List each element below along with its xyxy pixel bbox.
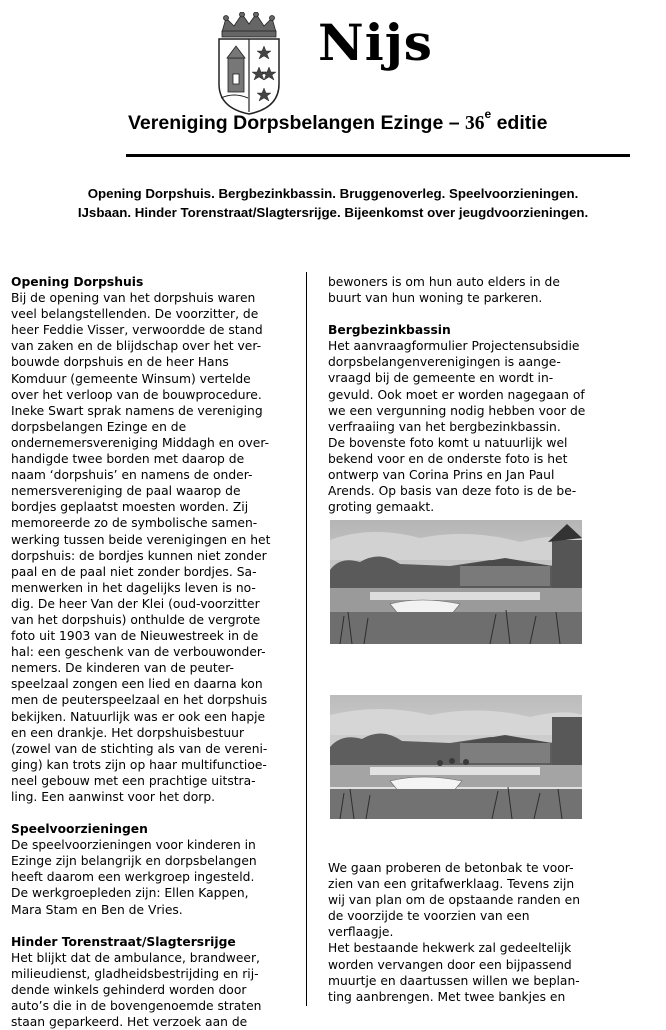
newsletter-logo: Nijs [318,13,433,72]
article-body-hinder: Het blijkt dat de ambulance, brandweer, milieudienst, gladheidsbestrijding en rij- dende winkels gehinderd worden door auto’s die in de bovengenoemde straten staan geparkeerd. Het verzoek aan de [11,950,262,1030]
article-body-opening: Bij de opening van het dorpshuis waren veel belangstellenden. De voorzitter, de heer Feddie Visser, verwoordde de stand van zaken en de blijdschap over het ver- bouwde dorpshuis en de heer Hans Komduur (gemeente Winsum) vertelde over het verloop van de bouwprocedure. Ineke Swart sprak namens de vereniging dorpsbelangen Ezinge en de ondernemersvereniging Middagh en over- handigde twee borden met daarop de naam ‘dorpshuis’ en namens de onder- nemersvereniging de paal waarop de bordjes geplaatst moesten worden. Zij memoreerde zo de symbolische samen- werking tussen beide verenigingen en het dorpshuis: de bordjes kunnen niet zonder paal en de paal niet zonder bordjes. Sa- menwerken in het dagelijks leven is no- dig. De heer Van der Klei (oud-voorzitter van het dorpshuis) onthulde de vergrote foto uit 1903 van de Nieuwestreek in de hal: een geschenk van de verbouwonder- nemers. De kinderen van de peuter- speelzaal zongen een lied en daarna kon men de peuterspeelzaal en het dorpshuis bekijken. Natuurlijk was er ook een hapje en een drankje. Het dorpshuisbestuur (zowel van de stichting als van de vereni- ging) kan trots zijn op haar multifunctioe- neel gebouw met een prachtige uitstra- ling. Een aanwinst voor het dorp. [11,291,271,804]
article-body-speelvoorzieningen: De speelvoorzieningen voor kinderen in Ezinge zijn belangrijk en dorpsbelangen heeft daarom een werkgroep ingesteld. De werkgroepleden zijn: Ellen Kappen, Mara Stam en Ben de Vries. [11,838,257,917]
newsletter-subtitle: Vereniging Dorpsbelangen Ezinge – 36e editie [128,107,548,134]
basin-photo-current [330,520,582,644]
article-heading-opening: Opening Dorpshuis [11,275,144,289]
header-rule [126,154,630,157]
right-column-bottom [328,860,628,1005]
article-body-bergbezinkbassin: Het aanvraagformulier Projectensubsidie dorpsbelangenverenigingen is aange- vraagd bij de gemeente en wordt in- gevuld. Ook moet er worden nagegaan of we een vergunning nodig hebben voor de verfraaiing van het bergbezinkbassin. De bovenste foto komt u natuurlijk wel bekend voor en de onderste foto is het ontwerp van Corina Prins en Jan Paul Arends. Op basis van deze foto is de be- groting gemaakt. [328,339,586,515]
article-heading-bergbezinkbassin: Bergbezinkbassin [328,323,451,338]
basin-photo-design [330,695,582,819]
right-column-top [328,274,628,515]
left-column [11,274,303,1030]
column-divider [306,272,307,1006]
article-heading-hinder: Hinder Torenstraat/Slagtersrijge [11,934,236,949]
article-body-bergbezinkbassin-continued: We gaan proberen de betonbak te voor- zien van een gritafwerklaag. Tevens zijn wij van plan om de opstaande randen en de voorzijde te voorzien van een verflaagje. Het bestaande hekwerk zal gedeeltelijk worden vervangen door een bijpassend muurtje en daartussen willen we beplan- ting aanbrengen. Met twee bankjes en [328,861,580,1004]
coat-of-arms-icon [214,12,284,116]
article-continuation: bewoners is om hun auto elders in de buurt van hun woning te parkeren. [328,275,560,306]
article-heading-speelvoorzieningen: Speelvoorzieningen [11,822,148,837]
summary-line-2: IJsbaan. Hinder Torenstraat/Slagtersrijge. Bijeenkomst over jeugdvoorzieningen. [77,204,589,220]
summary-line-1: Opening Dorpshuis. Bergbezinkbassin. Bruggenoverleg. Speelvoorzieningen. [87,186,579,201]
contents-summary [20,185,646,222]
